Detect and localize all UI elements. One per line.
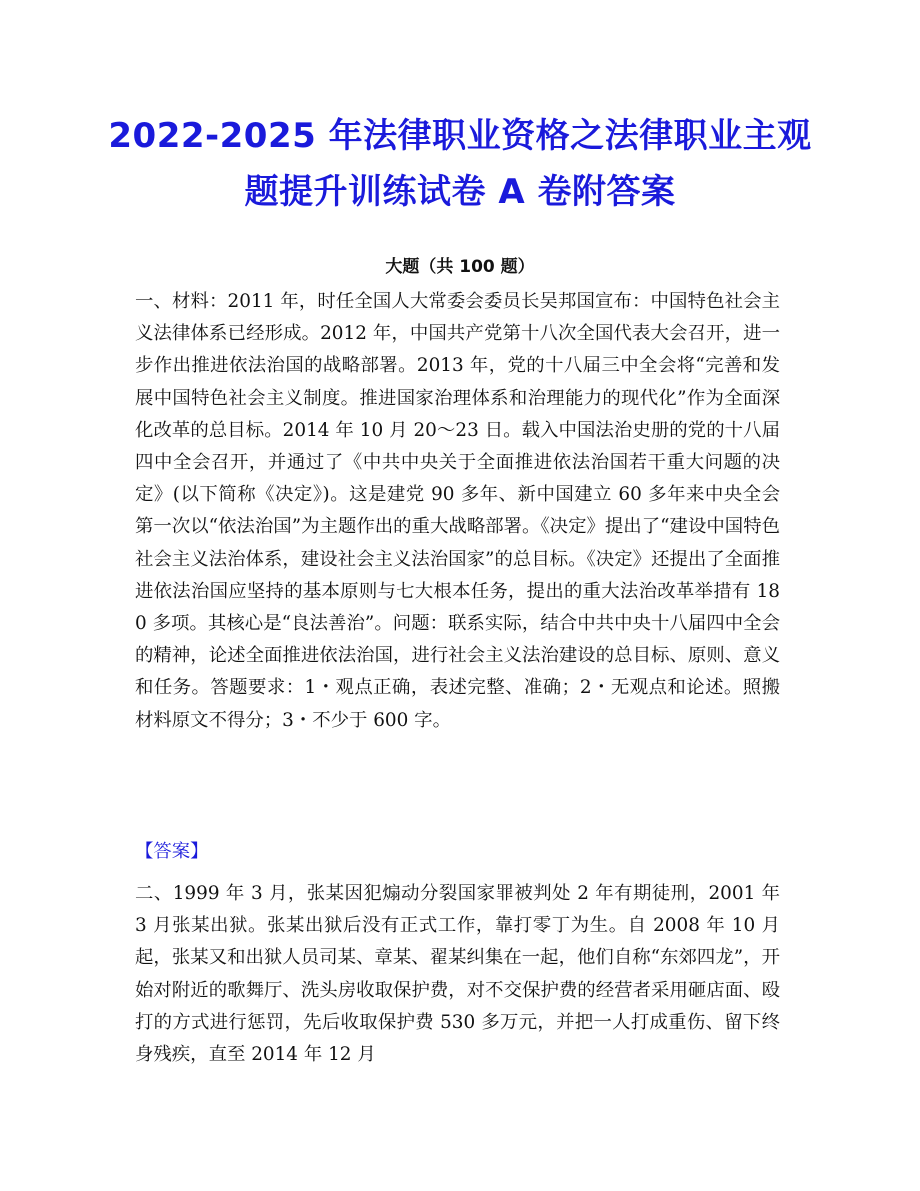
answer-label: 【答案】 [135,841,209,862]
question-1-text: 一、材料：2011 年，时任全国人大常委会委员长吴邦国宣布：中国特色社会主义法律体系已经形成。2012 年，中国共产党第十八次全国代表大会召开，进一步作出推进依法治国的战略部署。2013 年，党的十八届三中全会将“完善和发展中国特色社会主义制度。推进国家治理体系和治理能力的现代化”作为全面深化改革的总目标。2014 年 10 月 20～23 日。载入中国法治史册的党的十八届四中全会召开，并通过了《中共中央关于全面推进依法治国若干重大问题的决定》(以下简称《决定》)。这是建党 90 多年、新中国建立 60 多年来中央全会第一次以“依法治国”为主题作出的重大战略部署。《决定》提出了“建设中国特色社会主义法治体系，建设社会主义法治国家”的总目标。《决定》还提出了全面推进依法治国应坚持的基本原则与七大根本任务，提出的重大法治改革举措有 180 多项。其核心是“良法善治”。问题：联系实际，结合中共中央十八届四中全会的精神，论述全面推进依法治国，进行社会主义法治建设的总目标、原则、意义和任务。答题要求：1・观点正确，表述完整、准确；2・无观点和论述。照搬材料原文不得分；3・不少于 600 字。 [135,291,780,731]
question-2-text: 二、1999 年 3 月，张某因犯煽动分裂国家罪被判处 2 年有期徒刑，2001 年 3 月张某出狱。张某出狱后没有正式工作，靠打零丁为生。自 2008 年 10 月起，张某又和出狱人员司某、章某、翟某纠集在一起，他们自称“东郊四龙”，开始对附近的歌舞厅、洗头房收取保护费，对不交保护费的经营者采用砸店面、殴打的方式进行惩罚，先后收取保护费 530 多万元，并把一人打成重伤、留下终身残疾，直至 2014 年 12 月 [135,883,780,1066]
section-heading: 大题（共 100 题） [385,257,535,277]
document-title: 2022-2025 年法律职业资格之法律职业主观题提升训练试卷 A 卷附答案 [108,116,812,212]
